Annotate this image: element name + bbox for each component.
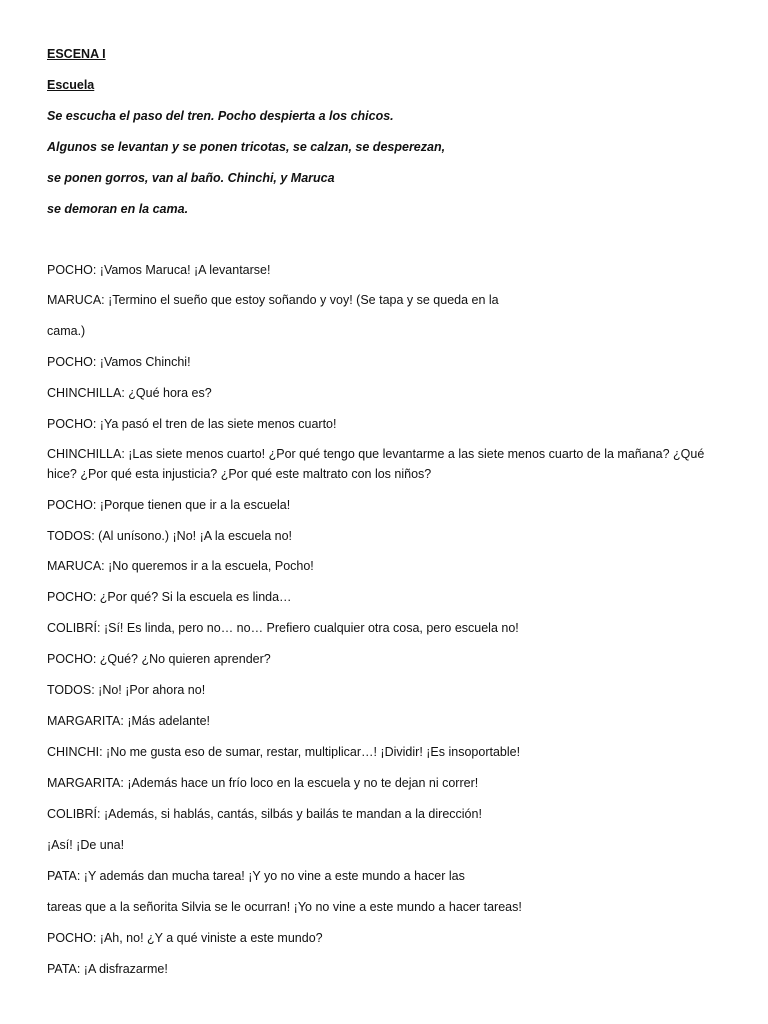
dialogue-line: POCHO: ¡Ah, no! ¿Y a qué viniste a este mundo?: [47, 931, 323, 945]
dialogue-line: CHINCHILLA: ¡Las siete menos cuarto! ¿Por qué tengo que levantarme a las siete menos cuarto de la mañana? ¿Qué hice? ¿Por qué esta injusticia? ¿Por qué este maltrato con los niños?: [47, 447, 705, 481]
dialogue-line: TODOS: (Al unísono.) ¡No! ¡A la escuela no!: [47, 529, 293, 543]
dialogue-line: ¡Así! ¡De una!: [47, 838, 125, 852]
scene-title: ESCENA I: [47, 47, 106, 61]
dialogue-line: COLIBRÍ: ¡Sí! Es linda, pero no… no… Prefiero cualquier otra cosa, pero escuela no!: [47, 621, 519, 635]
dialogue-line: TODOS: ¡No! ¡Por ahora no!: [47, 683, 206, 697]
location-heading: Escuela: [47, 78, 95, 92]
dialogue-line: POCHO: ¡Vamos Chinchi!: [47, 355, 191, 369]
dialogue-line: POCHO: ¿Qué? ¿No quieren aprender?: [47, 652, 271, 666]
dialogue-line: MARGARITA: ¡Además hace un frío loco en la escuela y no te dejan ni correr!: [47, 776, 479, 790]
dialogue-line: PATA: ¡Y además dan mucha tarea! ¡Y yo no vine a este mundo a hacer las: [47, 869, 465, 883]
dialogue-line: MARGARITA: ¡Más adelante!: [47, 714, 211, 728]
dialogue-line: CHINCHI: ¡No me gusta eso de sumar, restar, multiplicar…! ¡Dividir! ¡Es insoportable!: [47, 745, 521, 759]
stage-direction-line: se demoran en la cama.: [47, 202, 189, 216]
dialogue-line: COLIBRÍ: ¡Además, si hablás, cantás, silbás y bailás te mandan a la dirección!: [47, 807, 482, 821]
stage-direction-line: se ponen gorros, van al baño. Chinchi, y Maruca: [47, 171, 335, 185]
dialogue-line: POCHO: ¡Vamos Maruca! ¡A levantarse!: [47, 263, 271, 277]
dialogue-line: MARUCA: ¡Termino el sueño que estoy soñando y voy! (Se tapa y se queda en la: [47, 293, 499, 307]
dialogue-line: cama.): [47, 324, 86, 338]
dialogue-line: POCHO: ¿Por qué? Si la escuela es linda…: [47, 590, 292, 604]
stage-direction-line: Se escucha el paso del tren. Pocho despierta a los chicos.: [47, 109, 394, 123]
stage-direction-line: Algunos se levantan y se ponen tricotas, se calzan, se desperezan,: [47, 140, 446, 154]
dialogue-line: tareas que a la señorita Silvia se le ocurran! ¡Yo no vine a este mundo a hacer tareas!: [47, 900, 522, 914]
dialogue-line: PATA: ¡A disfrazarme!: [47, 962, 168, 976]
dialogue-line: POCHO: ¡Ya pasó el tren de las siete menos cuarto!: [47, 417, 337, 431]
dialogue-line: CHINCHILLA: ¿Qué hora es?: [47, 386, 212, 400]
dialogue-line: MARUCA: ¡No queremos ir a la escuela, Pocho!: [47, 559, 314, 573]
dialogue-line: POCHO: ¡Porque tienen que ir a la escuela!: [47, 498, 291, 512]
